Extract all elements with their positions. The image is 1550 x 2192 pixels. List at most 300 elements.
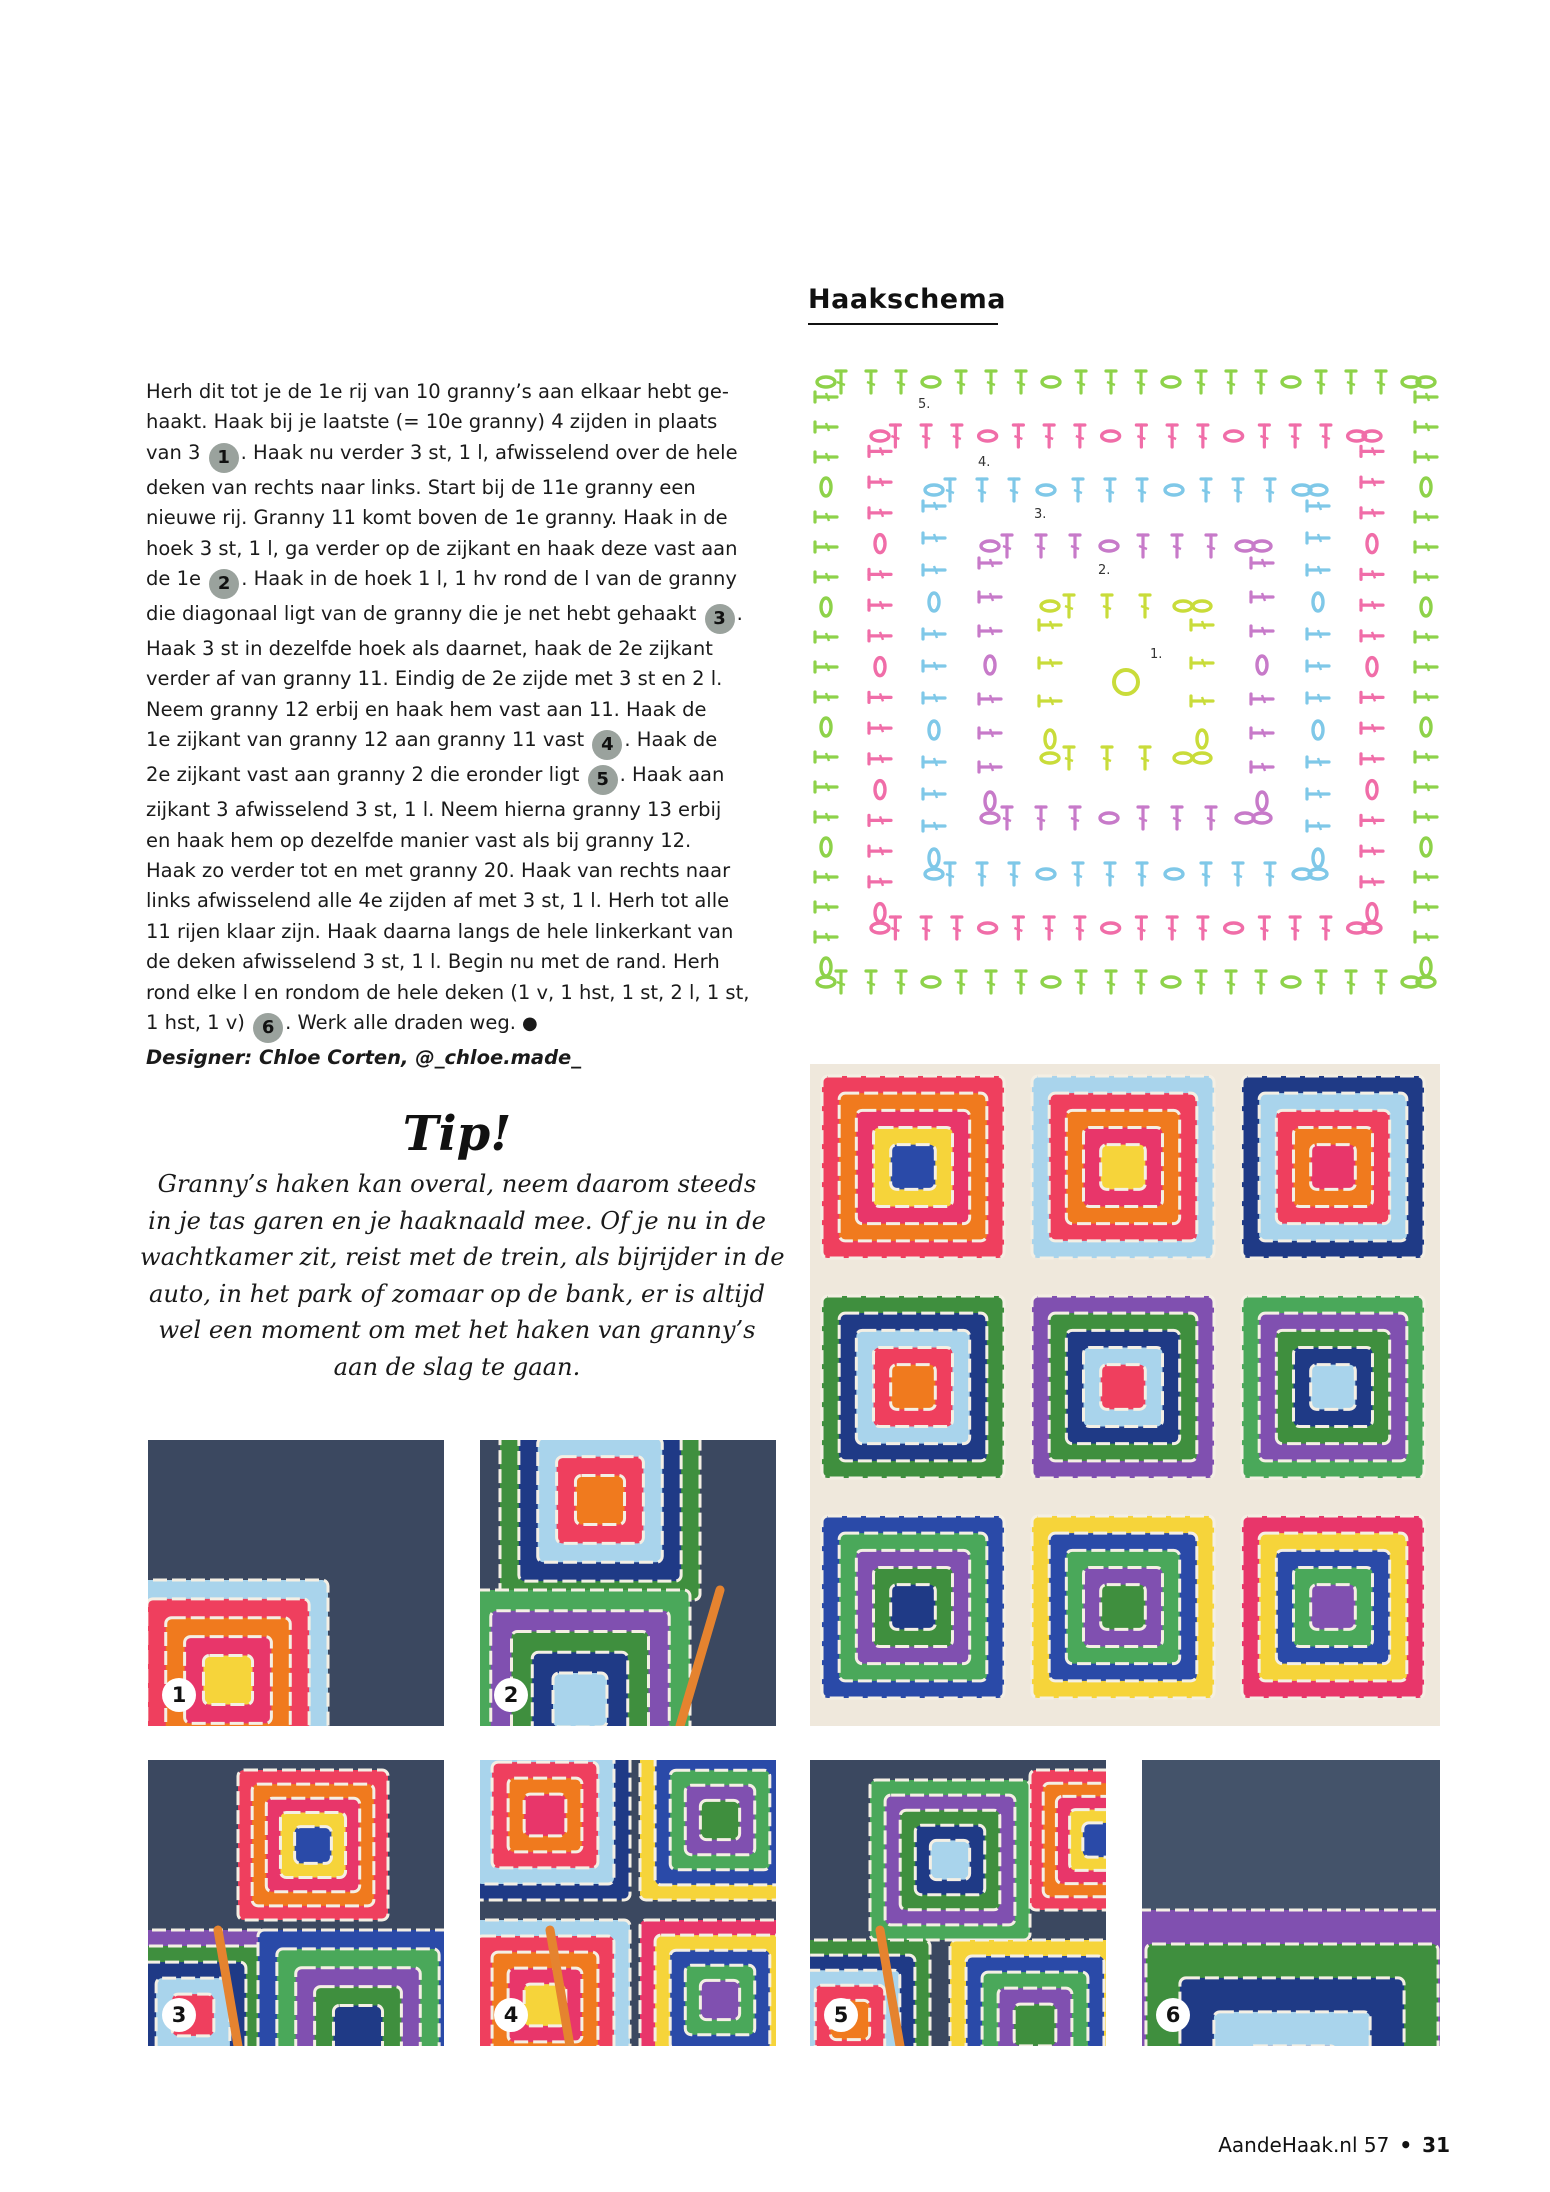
granny-ring [203, 1655, 252, 1704]
blanket-granny-square [1032, 1076, 1214, 1258]
round5-stitch [1377, 982, 1385, 985]
round1-chain [1174, 601, 1192, 611]
round5-stitch [826, 663, 829, 671]
round3-chain [929, 721, 939, 739]
round3-stitch [1318, 630, 1321, 638]
round3-chain [929, 849, 939, 867]
round1-stitch [1103, 606, 1111, 609]
instruction-line [146, 534, 768, 564]
round5-stitch [826, 903, 829, 911]
photo-granny [870, 1780, 1030, 1940]
instruction-text: links afwisselend alle 4e zijden af met 3 st, 1 l. Herh tot alle [146, 889, 730, 913]
blanket-granny-square [1242, 1516, 1424, 1698]
round4-stitch [1076, 928, 1084, 931]
round3-stitch [946, 490, 954, 493]
round3-stitch [1010, 490, 1018, 493]
instruction-text: de deken afwisselend 3 st, 1 l. Begin nu met de rand. Herh [146, 950, 720, 974]
instruction-text: . [736, 602, 743, 626]
round5-chain [1042, 377, 1060, 387]
round4-stitch [880, 447, 883, 455]
round1-stitch [1050, 697, 1053, 705]
round4-stitch [1199, 436, 1207, 439]
round2-chain [1100, 541, 1118, 551]
round4-stitch [880, 632, 883, 640]
instruction-line [146, 886, 768, 916]
round3-stitch [1138, 874, 1146, 877]
instruction-text: . Haak in de hoek 1 l, 1 hv rond de l van de granny [241, 567, 737, 591]
round5-chain [821, 478, 831, 496]
round5-chain [821, 598, 831, 616]
granny-ring [1014, 2004, 1056, 2046]
round5-stitch [826, 453, 829, 461]
round4-stitch [1291, 928, 1299, 931]
instruction-text: deken van rechts naar links. Start bij de 11e granny een [146, 475, 696, 499]
round5-stitch [1017, 982, 1025, 985]
round5-stitch [826, 693, 829, 701]
round2-stitch [1139, 818, 1147, 821]
round3-stitch [934, 502, 937, 510]
round3-stitch [1318, 534, 1321, 542]
round4-stitch [1372, 755, 1375, 763]
crochet-chart [806, 362, 1446, 1002]
round4-stitch [1199, 928, 1207, 931]
round5-stitch [1426, 543, 1429, 551]
footer-bullet: • [1399, 2133, 1413, 2157]
step-badge: 4 [592, 730, 622, 760]
step-number-3: 3 [162, 1998, 196, 2032]
round4-corner-chain [871, 923, 889, 933]
granny-ring [1311, 1585, 1356, 1630]
blanket-granny-square [1242, 1076, 1424, 1258]
round5-stitch [837, 982, 845, 985]
round3-stitch [1318, 694, 1321, 702]
photo-granny [480, 1760, 630, 1900]
instruction-text: Haak zo verder tot en met granny 20. Haak van rechts naar [146, 859, 731, 883]
round5-stitch [826, 423, 829, 431]
round2-corner-chain [981, 541, 999, 551]
granny-ring [891, 1365, 936, 1410]
round4-stitch [1137, 436, 1145, 439]
round2-chain [985, 792, 995, 810]
round4-stitch [1045, 436, 1053, 439]
round4-stitch [1137, 928, 1145, 931]
round3-stitch [934, 534, 937, 542]
instruction-text: 11 rijen klaar zijn. Haak daarna langs de hele linkerkant van [146, 919, 734, 943]
round5-stitch [1317, 982, 1325, 985]
photo-granny [238, 1770, 388, 1920]
round4-stitch [953, 928, 961, 931]
round5-stitch [826, 813, 829, 821]
round4-chain [979, 923, 997, 933]
round5-stitch [1426, 393, 1429, 401]
round2-stitch [1262, 627, 1265, 635]
round4-stitch [953, 436, 961, 439]
round4-stitch [880, 693, 883, 701]
photo-granny [1030, 1770, 1106, 1910]
round5-stitch [1077, 382, 1085, 385]
tip-text [140, 1166, 785, 1385]
round4-chain [875, 535, 885, 553]
round3-stitch [1010, 874, 1018, 877]
tip-line: wel een moment om met het haken van granny’s [158, 1316, 756, 1344]
instructions-text [146, 377, 768, 1074]
instruction-text: Neem granny 12 erbij en haak hem vast aan 11. Haak de [146, 697, 707, 721]
round5-chain [821, 838, 831, 856]
round2-stitch [990, 559, 993, 567]
granny-ring [295, 1827, 332, 1864]
round2-stitch [1173, 546, 1181, 549]
instruction-line [146, 826, 768, 856]
round5-stitch [826, 933, 829, 941]
round3-stitch [934, 790, 937, 798]
round3-chain [1165, 869, 1183, 879]
step-badge: 3 [705, 604, 735, 634]
round3-stitch [946, 874, 954, 877]
instruction-line [146, 599, 768, 634]
round4-chain [1102, 923, 1120, 933]
round1-stitch [1050, 659, 1053, 667]
round4-chain [979, 431, 997, 441]
round1-stitch [1141, 606, 1149, 609]
step-badge: 2 [209, 569, 239, 599]
round3-chain [929, 593, 939, 611]
end-bullet: ● [521, 1013, 538, 1035]
blanket-granny-square [822, 1076, 1004, 1258]
round3-stitch [1234, 874, 1242, 877]
round3-chain [1313, 593, 1323, 611]
tip-line: auto, in het park of zomaar op de bank, er is altijd [148, 1279, 766, 1308]
round4-stitch [1372, 601, 1375, 609]
round4-chain [875, 781, 885, 799]
instruction-text: rond elke l en rondom de hele deken (1 v, 1 hst, 1 st, 2 l, 1 st, [146, 980, 750, 1004]
round4-chain [1102, 431, 1120, 441]
round5-stitch [826, 873, 829, 881]
photo-granny [1142, 1910, 1440, 2046]
round4-stitch [880, 816, 883, 824]
round3-corner-chain [925, 485, 943, 495]
round1-stitch [1202, 697, 1205, 705]
tip-line: wachtkamer zit, reist met de trein, als bijrijder in de [140, 1243, 785, 1271]
instruction-text: zijkant 3 afwisselend 3 st, 1 l. Neem hierna granny 13 erbij [146, 798, 722, 822]
granny-ring [891, 1145, 936, 1190]
instruction-text: verder af van granny 11. Eindig de 2e zijde met 3 st en 2 l. [146, 667, 723, 691]
round3-stitch [1202, 874, 1210, 877]
round5-stitch [1347, 982, 1355, 985]
round5-stitch [987, 982, 995, 985]
round2-stitch [1139, 546, 1147, 549]
round5-stitch [826, 393, 829, 401]
round3-stitch [1074, 874, 1082, 877]
granny-ring [891, 1585, 936, 1630]
round5-stitch [826, 753, 829, 761]
round2-stitch [1003, 818, 1011, 821]
step-photo-3 [148, 1760, 444, 2046]
round2-chain [1257, 792, 1267, 810]
round4-stitch [1168, 436, 1176, 439]
round1-chain [1045, 730, 1055, 748]
instruction-text: van 3 [146, 440, 207, 464]
round3-chain [1313, 721, 1323, 739]
granny-ring [1311, 1145, 1356, 1190]
round4-stitch [1372, 847, 1375, 855]
round1-corner-chain [1041, 601, 1059, 611]
blanket-granny-square [822, 1296, 1004, 1478]
granny-ring [700, 1980, 739, 2019]
round5-stitch [1426, 903, 1429, 911]
round1-corner-chain [1041, 753, 1059, 763]
round5-stitch [1107, 982, 1115, 985]
round-label-4: 4. [978, 455, 991, 470]
round5-stitch [837, 382, 845, 385]
instruction-text: die diagonaal ligt van de granny die je net hebt gehaakt [146, 602, 703, 626]
round5-chain [1162, 377, 1180, 387]
instruction-line [146, 664, 768, 694]
round5-stitch [987, 382, 995, 385]
round5-stitch [826, 543, 829, 551]
round3-stitch [978, 490, 986, 493]
instruction-line [146, 407, 768, 437]
round5-stitch [1257, 982, 1265, 985]
round5-stitch [1426, 753, 1429, 761]
round5-stitch [1426, 513, 1429, 521]
round4-stitch [1168, 928, 1176, 931]
round1-corner-chain [1193, 753, 1211, 763]
round4-chain [1225, 923, 1243, 933]
round5-chain [1421, 718, 1431, 736]
granny-ring [1101, 1365, 1146, 1410]
round5-chain [821, 718, 831, 736]
round4-stitch [1045, 928, 1053, 931]
round5-stitch [826, 573, 829, 581]
round5-chain [1421, 838, 1431, 856]
round1-stitch [1065, 758, 1073, 761]
photo-granny [810, 1940, 930, 2046]
round2-stitch [1262, 763, 1265, 771]
round4-stitch [880, 478, 883, 486]
round4-chain [1367, 658, 1377, 676]
round2-stitch [1071, 818, 1079, 821]
round2-stitch [1262, 729, 1265, 737]
step-number-5: 5 [824, 1998, 858, 2032]
round3-stitch [1106, 874, 1114, 877]
round5-stitch [1426, 783, 1429, 791]
instruction-line [146, 377, 768, 407]
round3-stitch [1318, 502, 1321, 510]
blanket-granny-square [1242, 1296, 1424, 1478]
instruction-text: . Haak de [624, 728, 718, 752]
round4-stitch [1014, 928, 1022, 931]
instruction-line [146, 503, 768, 533]
round5-chain [1162, 977, 1180, 987]
round4-stitch [1372, 816, 1375, 824]
round3-stitch [1318, 758, 1321, 766]
footer-site: AandeHaak.nl 57 [1218, 2133, 1390, 2157]
round3-stitch [978, 874, 986, 877]
round4-stitch [880, 847, 883, 855]
instruction-line [146, 856, 768, 886]
round4-chain [1367, 535, 1377, 553]
step-number-2: 2 [494, 1678, 528, 1712]
instruction-line [146, 917, 768, 947]
photo-granny [258, 1930, 444, 2046]
instruction-text: en haak hem op dezelfde manier vast als bij granny 12. [146, 828, 692, 852]
step-number-4: 4 [494, 1998, 528, 2032]
round4-stitch [922, 928, 930, 931]
round5-chain [922, 977, 940, 987]
round4-stitch [1372, 693, 1375, 701]
round1-stitch [1202, 621, 1205, 629]
granny-ring [553, 1673, 607, 1726]
round2-stitch [1207, 818, 1215, 821]
round2-stitch [990, 593, 993, 601]
round5-stitch [1197, 382, 1205, 385]
round2-stitch [1071, 546, 1079, 549]
round5-stitch [1137, 982, 1145, 985]
round2-stitch [1262, 695, 1265, 703]
round4-stitch [1372, 478, 1375, 486]
round1-stitch [1202, 659, 1205, 667]
round4-stitch [880, 509, 883, 517]
round2-stitch [1173, 818, 1181, 821]
instruction-line [146, 634, 768, 664]
round3-stitch [1318, 662, 1321, 670]
round4-chain [875, 904, 885, 922]
instruction-text: Herh dit tot je de 1e rij van 10 granny’s aan elkaar hebt ge- [146, 380, 729, 403]
tip-line: in je tas garen en je haaknaald mee. Of je nu in de [148, 1206, 766, 1235]
round5-stitch [1227, 982, 1235, 985]
round3-stitch [1318, 790, 1321, 798]
round1-stitch [1103, 758, 1111, 761]
step-badge: 5 [588, 765, 618, 795]
tip-line: Granny’s haken kan overal, neem daarom steeds [157, 1170, 757, 1198]
photo-granny [500, 1440, 700, 1600]
round4-stitch [880, 570, 883, 578]
step-photo-2 [480, 1440, 776, 1726]
round2-stitch [990, 627, 993, 635]
instruction-line [146, 978, 768, 1008]
round4-chain [1225, 431, 1243, 441]
round1-stitch [1141, 758, 1149, 761]
round5-stitch [957, 382, 965, 385]
step-number-6: 6 [1156, 1998, 1190, 2032]
round5-chain [1421, 598, 1431, 616]
round5-stitch [897, 982, 905, 985]
instruction-text: . Werk alle draden weg. [285, 1011, 516, 1035]
instruction-line [146, 795, 768, 825]
round5-corner-chain [817, 377, 835, 387]
round5-corner-chain [817, 977, 835, 987]
instruction-text: Haak 3 st in dezelfde hoek als daarnet, haak de 2e zijkant [146, 637, 713, 661]
round3-corner-chain [925, 869, 943, 879]
round3-stitch [1266, 874, 1274, 877]
instruction-text: 1 hst, 1 v) [146, 1011, 252, 1035]
step-photo-6 [1142, 1760, 1440, 2046]
round5-chain [1421, 958, 1431, 976]
round3-chain [1037, 485, 1055, 495]
round3-stitch [1106, 490, 1114, 493]
magic-ring [1114, 670, 1138, 694]
round5-stitch [1426, 663, 1429, 671]
round4-stitch [1372, 509, 1375, 517]
round4-stitch [1372, 632, 1375, 640]
round1-chain [1174, 753, 1192, 763]
round5-stitch [1426, 693, 1429, 701]
step-photo-1 [148, 1440, 444, 1726]
round-label-5: 5. [918, 397, 931, 412]
granny-ring [930, 1840, 969, 1879]
round4-stitch [1291, 436, 1299, 439]
instruction-line [146, 695, 768, 725]
photo-granny [640, 1920, 776, 2046]
round3-stitch [1138, 490, 1146, 493]
round3-chain [1165, 485, 1183, 495]
instruction-text: nieuwe rij. Granny 11 komt boven de 1e granny. Haak in de [146, 506, 728, 530]
blanket-granny-square [1032, 1296, 1214, 1478]
granny-ring [333, 2005, 382, 2046]
round5-stitch [826, 513, 829, 521]
round5-stitch [1227, 382, 1235, 385]
round4-chain [875, 658, 885, 676]
round4-stitch [880, 878, 883, 886]
round4-stitch [891, 436, 899, 439]
step-number-1: 1 [162, 1678, 196, 1712]
round2-chain [1100, 813, 1118, 823]
blanket-granny-square [822, 1516, 1004, 1698]
instruction-line [146, 438, 768, 473]
round5-stitch [1426, 453, 1429, 461]
round5-stitch [1137, 382, 1145, 385]
round3-stitch [1074, 490, 1082, 493]
round3-stitch [934, 630, 937, 638]
round5-stitch [1426, 573, 1429, 581]
round5-stitch [1347, 382, 1355, 385]
page-footer [1218, 2133, 1450, 2157]
round5-stitch [957, 982, 965, 985]
round2-stitch [1262, 593, 1265, 601]
round4-stitch [1372, 447, 1375, 455]
photo-granny [950, 1940, 1106, 2046]
instruction-line [146, 725, 768, 760]
round3-stitch [934, 566, 937, 574]
round5-stitch [1426, 873, 1429, 881]
round5-chain [1282, 977, 1300, 987]
blanket-granny-square [1032, 1516, 1214, 1698]
round1-chain [1197, 730, 1207, 748]
round4-stitch [1076, 436, 1084, 439]
granny-ring [700, 1800, 739, 1839]
round2-stitch [1207, 546, 1215, 549]
granny-ring [1083, 1823, 1106, 1857]
round2-stitch [990, 729, 993, 737]
round2-stitch [1262, 559, 1265, 567]
round1-corner-chain [1193, 601, 1211, 611]
round5-stitch [1426, 423, 1429, 431]
round3-chain [1037, 869, 1055, 879]
instruction-text: . Haak aan [619, 763, 725, 787]
round5-chain [1421, 478, 1431, 496]
round4-stitch [880, 601, 883, 609]
granny-ring [575, 1475, 624, 1524]
round5-stitch [1257, 382, 1265, 385]
round2-stitch [1003, 546, 1011, 549]
round2-stitch [990, 695, 993, 703]
round2-chain [985, 656, 995, 674]
round4-stitch [1260, 928, 1268, 931]
round3-stitch [1318, 822, 1321, 830]
step-photo-5 [810, 1760, 1106, 2046]
instruction-line [146, 564, 768, 599]
round4-stitch [1372, 724, 1375, 732]
